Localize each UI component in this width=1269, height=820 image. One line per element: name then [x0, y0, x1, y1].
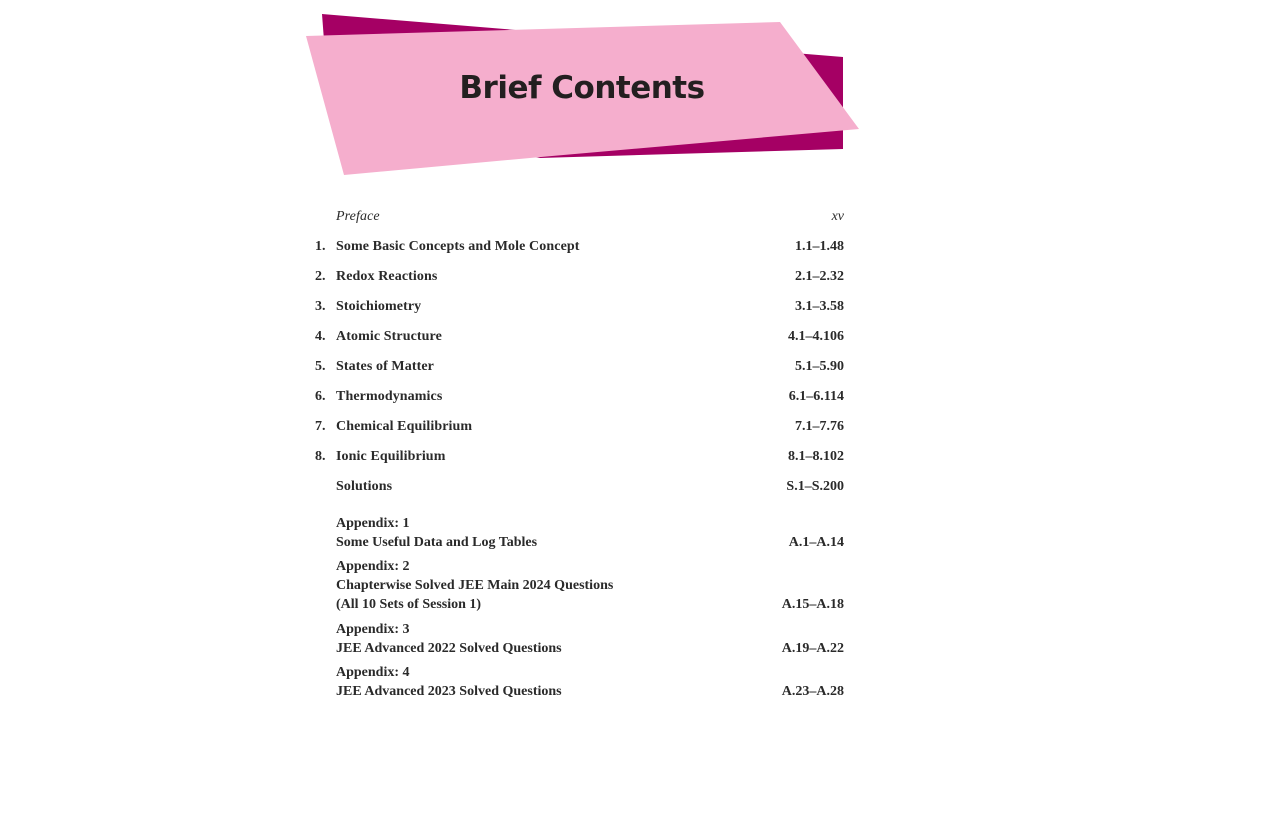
toc-pages: A.23–A.28	[781, 684, 844, 699]
toc-label: Stoichiometry	[336, 299, 422, 314]
toc-label: Preface	[336, 209, 380, 224]
page-title: Brief Contents	[459, 70, 705, 106]
toc-preface-row	[300, 209, 844, 229]
toc-pages: 1.1–1.48	[795, 239, 844, 254]
toc-number: 1.	[315, 239, 326, 254]
toc-pages: A.19–A.22	[781, 641, 844, 656]
toc-number: 7.	[315, 419, 326, 434]
toc-appendix-heading: Appendix: 4	[336, 665, 410, 680]
toc-pages: 3.1–3.58	[795, 299, 844, 314]
toc-pages: A.1–A.14	[788, 535, 844, 550]
toc-appendix-4	[336, 663, 844, 701]
toc-appendix-3	[336, 620, 844, 658]
toc-appendix-2	[336, 557, 844, 614]
toc-pages: xv	[831, 209, 844, 224]
toc-appendix-title: Chapterwise Solved JEE Main 2024 Questions	[336, 578, 614, 593]
toc-appendix-heading: Appendix: 3	[336, 622, 410, 637]
toc-label: Redox Reactions	[336, 269, 438, 284]
toc-label: Solutions	[336, 479, 393, 494]
toc-pages: 8.1–8.102	[788, 449, 844, 464]
toc-number: 2.	[315, 269, 326, 284]
toc-appendix-heading: Appendix: 2	[336, 559, 410, 574]
toc-chapter-row	[300, 329, 844, 349]
toc-appendix-title: JEE Advanced 2023 Solved Questions	[336, 684, 562, 699]
toc-appendix-heading: Appendix: 1	[336, 516, 410, 531]
toc-pages: 7.1–7.76	[795, 419, 844, 434]
toc-label: Some Basic Concepts and Mole Concept	[336, 239, 580, 254]
toc-number: 4.	[315, 329, 326, 344]
toc-label: Ionic Equilibrium	[336, 449, 446, 464]
toc-appendix-title: Some Useful Data and Log Tables	[336, 535, 538, 550]
toc-pages: 4.1–4.106	[788, 329, 844, 344]
toc-chapter-row	[300, 269, 844, 289]
toc-number: 5.	[315, 359, 326, 374]
toc-chapter-row	[300, 239, 844, 259]
toc-pages: S.1–S.200	[786, 479, 844, 494]
toc-pages: A.15–A.18	[781, 597, 844, 612]
toc-appendix-1	[336, 514, 844, 552]
toc-chapter-row	[300, 299, 844, 319]
toc-chapter-row	[300, 389, 844, 409]
toc-number: 3.	[315, 299, 326, 314]
toc-label: States of Matter	[336, 359, 435, 374]
toc-appendix-subtitle: (All 10 Sets of Session 1)	[336, 597, 482, 612]
toc-label: Thermodynamics	[336, 389, 443, 404]
toc-label: Chemical Equilibrium	[336, 419, 473, 434]
toc-pages: 6.1–6.114	[788, 389, 844, 404]
toc-chapter-row	[300, 449, 844, 469]
toc-chapter-row	[300, 359, 844, 379]
toc-label: Atomic Structure	[336, 329, 442, 344]
toc-pages: 5.1–5.90	[795, 359, 844, 374]
toc-appendix-title: JEE Advanced 2022 Solved Questions	[336, 641, 562, 656]
toc-solutions-row	[300, 479, 844, 499]
toc-chapter-row	[300, 419, 844, 439]
toc-number: 6.	[315, 389, 326, 404]
toc-number: 8.	[315, 449, 326, 464]
toc-pages: 2.1–2.32	[795, 269, 844, 284]
